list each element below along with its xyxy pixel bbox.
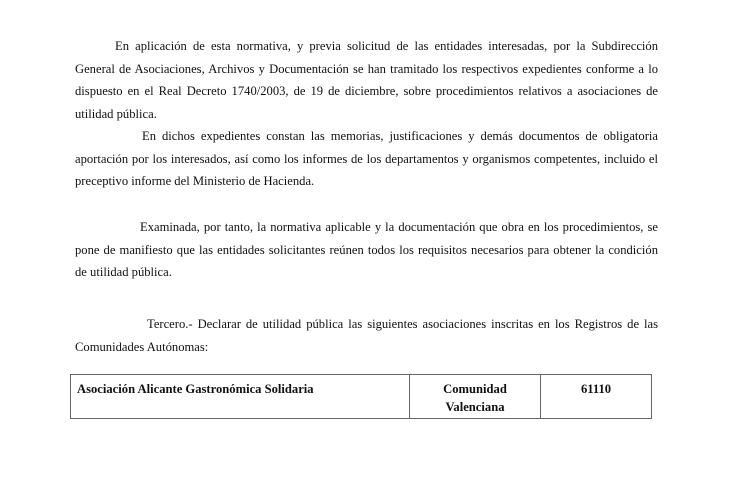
paragraph-tramitacion: En aplicación de esta normativa, y previa solicitud de las entidades interesadas, por la Subdirección General de Asociaciones, Archivos y Documentación se han tramitado los respectivos expedientes conforme a lo dispuesto en el Real Decreto 1740/2003, de 19 de diciembre, sobre procedimientos relativos a asociaciones de utilidad pública. (75, 39, 658, 121)
paragraph-examinada: Examinada, por tanto, la normativa aplicable y la documentación que obra en los procedimientos, se pone de manifiesto que las entidades solicitantes reúnen todos los requisitos necesarios para obtener la condición de utilidad pública. (75, 220, 658, 279)
associations-table (70, 374, 652, 419)
table-row (71, 375, 652, 419)
registry-code-cell: 61110 (541, 375, 652, 419)
paragraph-expedientes: En dichos expedientes constan las memorias, justificaciones y demás documentos de obligatoria aportación por los interesados, así como los informes de los departamentos y organismos competentes, incluido el preceptivo informe del Ministerio de Hacienda. (75, 129, 658, 188)
association-name-cell: Asociación Alicante Gastronómica Solidaria (71, 375, 410, 419)
paragraph-tercero: Tercero.- Declarar de utilidad pública las siguientes asociaciones inscritas en los Registros de las Comunidades Autónomas: (75, 317, 658, 354)
region-cell: Comunidad Valenciana (410, 375, 541, 419)
